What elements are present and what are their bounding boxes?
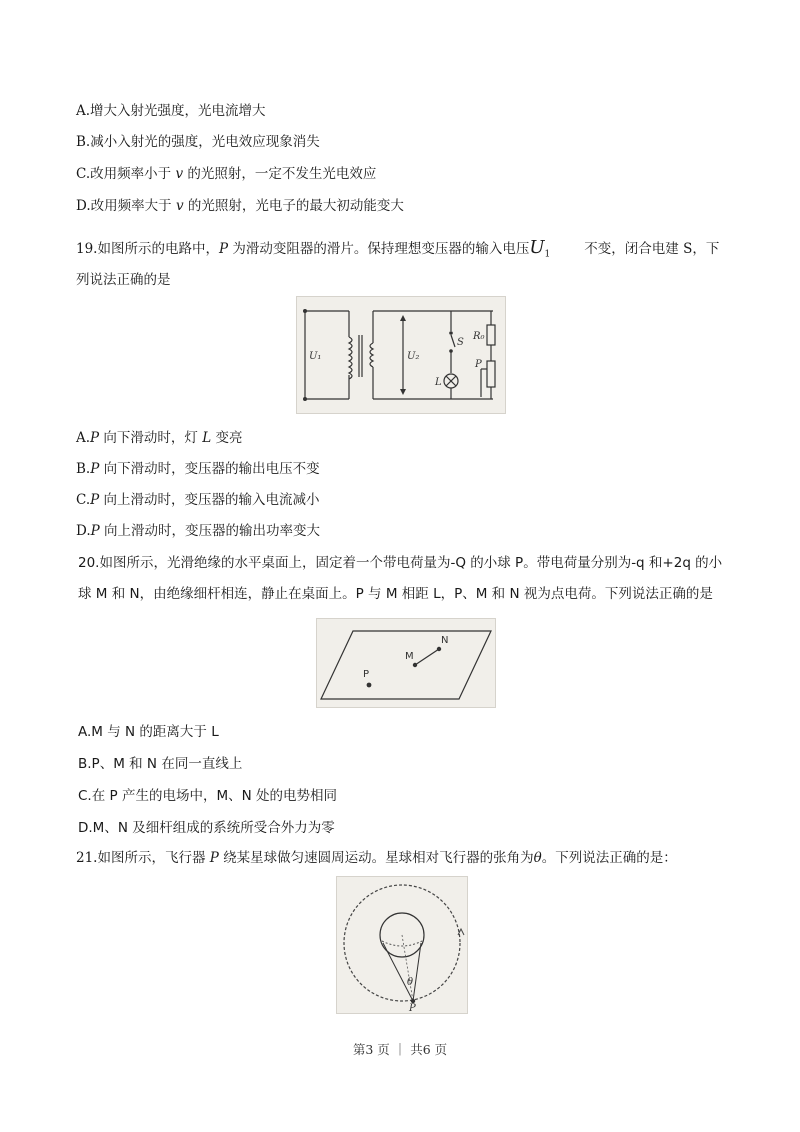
q19-b-var: P	[90, 461, 100, 477]
q21-stem-c: 。下列说法正确的是：	[541, 850, 677, 866]
q19-stem-line1	[76, 238, 719, 265]
q19-stem-a: 19.如图所示的电路中，	[76, 241, 219, 257]
q19-a-var: P	[90, 430, 100, 446]
q19-stem-line2: 列说法正确的是	[76, 272, 171, 288]
q19-a-var2: L	[202, 430, 212, 446]
q18-option-c-pre: C.改用频率小于	[76, 166, 176, 182]
q18-option-c	[76, 164, 376, 184]
q19-stem-u: U	[529, 237, 545, 258]
q21-orbit-figure	[336, 876, 468, 1014]
label-u2: U₂	[407, 351, 420, 362]
q19-option-c	[76, 490, 320, 510]
q18-option-d-post: 的光照射，光电子的最大初动能变大	[183, 198, 404, 214]
label-s: S	[457, 337, 464, 348]
q20-option-b: B.P、M 和 N 在同一直线上	[78, 756, 243, 772]
q19-stem-b: 为滑动变阻器的滑片。保持理想变压器的输入电压	[228, 241, 530, 257]
q19-d-var: P	[90, 523, 100, 539]
q21-stem-p: P	[209, 850, 219, 866]
label-n: N	[441, 635, 449, 646]
q20-option-c: C.在 P 产生的电场中，M、N 处的电势相同	[78, 788, 337, 804]
q19-a-post: 变亮	[211, 430, 243, 446]
q20-stem-line1: 20.如图所示，光滑绝缘的水平桌面上，固定着一个带电荷量为-Q 的小球 P。带电荷量分别为-q 和+2q 的小	[78, 555, 723, 571]
label-r0: R₀	[473, 331, 485, 342]
circuit-diagram	[297, 297, 505, 413]
q19-stem-u-sub: 1	[544, 249, 551, 260]
q19-stem-p: P	[218, 241, 229, 257]
q18-option-c-post: 的光照射，一定不发生光电效应	[183, 166, 377, 182]
q19-a-mid: 向下滑动时，灯	[99, 430, 203, 446]
q19-circuit-figure	[296, 296, 506, 414]
q19-option-a	[76, 428, 243, 448]
q19-c-post: 向上滑动时，变压器的输入电流减小	[99, 492, 320, 508]
q18-option-d-pre: D.改用频率大于	[76, 198, 176, 214]
q19-stem-c: 不变，闭合电建 S，下	[584, 241, 720, 257]
q20-option-d: D.M、N 及细杆组成的系统所受合外力为零	[78, 820, 335, 836]
q21-stem-a: 21.如图所示，飞行器	[76, 850, 210, 866]
q20-figure	[316, 618, 496, 708]
q19-c-var: P	[90, 492, 100, 508]
orbit-diagram	[337, 877, 467, 1013]
q21-stem-b: 绕某星球做匀速圆周运动。星球相对飞行器的张角为	[218, 850, 534, 866]
page-footer: 第3 页 ｜ 共6 页	[352, 1042, 448, 1057]
q19-option-d	[76, 521, 320, 541]
q18-option-b: B.减小入射光的强度，光电效应现象消失	[76, 134, 320, 150]
q19-d-post: 向上滑动时，变压器的输出功率变大	[99, 523, 321, 539]
label-p: P	[475, 359, 482, 370]
q18-option-d-var: v	[175, 198, 184, 214]
q20-option-a: A.M 与 N 的距离大于 L	[78, 724, 219, 740]
q19-d-pre: D.	[76, 523, 91, 539]
q18-option-d	[76, 196, 404, 216]
label-l: L	[435, 377, 442, 388]
q19-c-pre: C.	[76, 492, 91, 508]
q19-option-b	[76, 459, 320, 479]
q20-stem-line2: 球 M 和 N，由绝缘细杆相连，静止在桌面上。P 与 M 相距 L，P、M 和 N 视为点电荷。下列说法正确的是	[78, 586, 713, 602]
q18-option-a: A.增大入射光强度，光电流增大	[76, 103, 266, 119]
label-m: M	[405, 651, 414, 662]
label-p-charge: P	[363, 669, 370, 680]
q21-stem	[76, 848, 677, 868]
q19-b-pre: B.	[76, 461, 91, 477]
q21-stem-theta: θ	[533, 850, 542, 866]
plane-diagram	[317, 619, 495, 707]
q19-b-post: 向下滑动时，变压器的输出电压不变	[99, 461, 320, 477]
label-u1: U₁	[309, 351, 322, 362]
label-p-craft: P	[409, 1003, 416, 1013]
label-theta: θ	[407, 977, 414, 988]
q19-a-pre: A.	[76, 430, 91, 446]
q18-option-c-var: v	[175, 166, 184, 182]
